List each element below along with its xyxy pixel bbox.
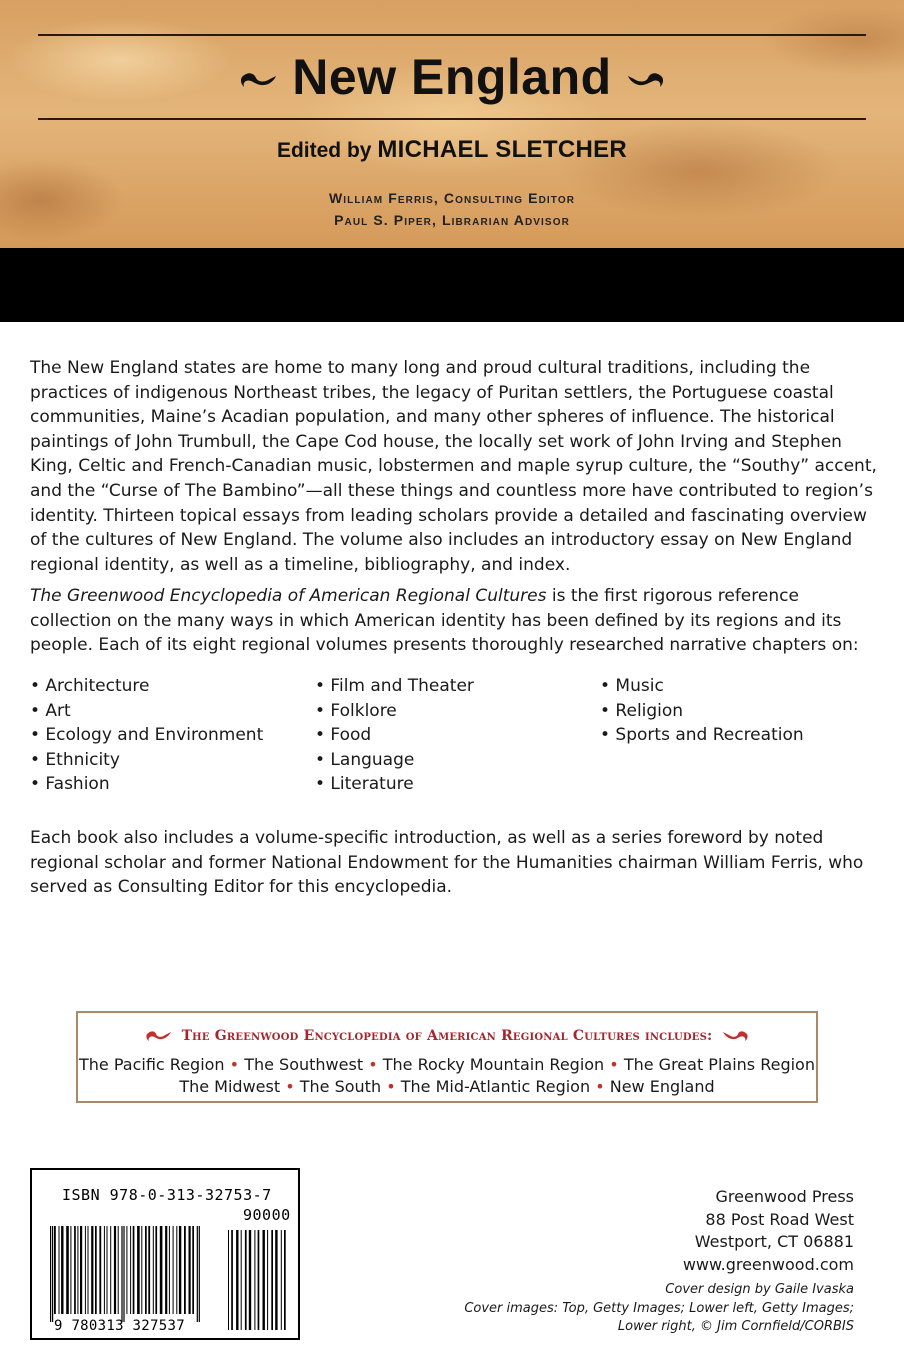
barcode-block [30, 1168, 300, 1340]
publisher-website[interactable]: www.greenwood.com [682, 1254, 854, 1274]
price-bar [241, 1230, 242, 1330]
price-bar [254, 1230, 255, 1330]
barcode-bar [80, 1226, 82, 1314]
barcode-bar [104, 1226, 105, 1314]
list-item: • Food [315, 725, 372, 746]
region-item: The Southwest [244, 1055, 364, 1074]
barcode-bar [169, 1226, 170, 1314]
region-item: The Rocky Mountain Region [382, 1055, 605, 1074]
topic-list [30, 674, 890, 804]
list-item: • Art [30, 700, 71, 721]
barcode-bar [137, 1226, 140, 1314]
right-ornament-icon [624, 69, 664, 93]
barcode-bar [61, 1226, 63, 1314]
region-item: New England [609, 1077, 715, 1096]
price-bar [258, 1230, 260, 1330]
price-bar [263, 1230, 265, 1330]
price-bar [275, 1230, 277, 1330]
publisher-city: Westport, CT 06881 [694, 1232, 854, 1251]
barcode-bar [85, 1226, 86, 1314]
barcode-bar [145, 1226, 147, 1314]
separator-dot: • [386, 1077, 396, 1096]
consulting-editor: William Ferris, Consulting Editor [328, 190, 576, 206]
barcode-bar [74, 1226, 76, 1314]
barcode-bar [88, 1226, 89, 1314]
barcode-guard-bar [121, 1226, 122, 1322]
region-item: The Mid-Atlantic Region [400, 1077, 591, 1096]
barcode-bar [192, 1226, 194, 1314]
price-bar [231, 1230, 233, 1330]
cover-images-credit-1: Cover images: Top, Getty Images; Lower left, Getty Images; [464, 1300, 854, 1316]
price-bar [267, 1230, 268, 1330]
list-item: • Ecology and Environment [30, 725, 264, 746]
list-item: • Sports and Recreation [600, 725, 804, 746]
list-item: • Language [315, 749, 415, 770]
price-bar [236, 1230, 238, 1330]
price-code: 90000 [243, 1206, 291, 1224]
barcode-bar [70, 1226, 71, 1314]
region-item: The Midwest [179, 1077, 281, 1096]
barcode-bar [173, 1226, 174, 1314]
price-bar [245, 1230, 247, 1330]
region-item: The Pacific Region [79, 1055, 225, 1074]
publisher-name: Greenwood Press [715, 1187, 854, 1206]
barcode-icon [32, 1170, 298, 1338]
barcode-bar [160, 1226, 163, 1314]
description-paragraph-2 [30, 584, 878, 658]
title-text: New England [292, 49, 612, 105]
barcode-bar [91, 1226, 93, 1314]
barcode-bar [118, 1226, 119, 1314]
barcode-guard-bar [50, 1226, 51, 1322]
list-item: • Architecture [30, 676, 150, 696]
series-heading [78, 1028, 816, 1044]
left-ornament-icon [240, 69, 280, 93]
editor-line [0, 136, 904, 164]
series-line-1 [78, 1055, 816, 1074]
barcode-bar [130, 1226, 131, 1314]
barcode-bar [189, 1226, 191, 1314]
barcode-bar [153, 1226, 154, 1314]
list-item: • Religion [600, 700, 684, 721]
topic-column-1 [30, 674, 263, 797]
black-band [0, 248, 904, 322]
series-title-italic: The Greenwood Encyclopedia of American Regional Cultures [30, 586, 547, 606]
list-item: • Literature [315, 774, 414, 795]
publisher-street: 88 Post Road West [705, 1209, 854, 1229]
topic-column-3 [600, 674, 804, 748]
paragraph-text: Each book also includes a volume-specific introduction, as well as a series foreword by noted regional scholar and former National Endowment for the Humanities chairman William Ferris, who served as Consulting Editor for this encyclopedia. [30, 828, 864, 898]
right-ornament-icon [722, 1029, 748, 1043]
price-bar [284, 1230, 286, 1330]
barcode-bar [184, 1226, 186, 1314]
region-item: The Great Plains Region [623, 1055, 815, 1074]
paragraph-text: The New England states are home to many long and proud cultural traditions, including the practices of indigenous Northeast tribes, the legacy of Puritan settlers, the Portuguese coastal communities, Maine’s Acadian population, and many other spheres of influence. The historical paintings of John Trumbull, the Cape Cod house, the locally set work of John Irving and Stephen King, Celtic and French-Canadian music, lobstermen and maple syrup culture, the “Southy” accent, and the “Curse of The Bambino”—all these things and countless more have contributed to region’s identity. Thirteen topical essays from leading scholars provide a detailed and fascinating overview of the cultures of New England. The volume also includes an introductory essay on New England regional identity, as well as a timeline, bibliography, and index. [30, 358, 877, 575]
barcode-bar [126, 1226, 127, 1314]
separator-dot: • [609, 1055, 619, 1074]
barcode-bar [165, 1226, 167, 1314]
price-bar [271, 1230, 273, 1330]
editor-name: MICHAEL SLETCHER [377, 136, 628, 163]
cover-credits [464, 1281, 854, 1337]
barcode-bar [95, 1226, 97, 1314]
isbn-label: ISBN 978-0-313-32753-7 [62, 1186, 272, 1204]
librarian-advisor: Paul S. Piper, Librarian Advisor [334, 212, 570, 228]
series-box [76, 1011, 818, 1103]
cover-images-credit-2: Lower right, © Jim Cornfield/CORBIS [617, 1319, 854, 1335]
series-line-2 [78, 1077, 816, 1096]
separator-dot: • [229, 1055, 240, 1074]
barcode-bar [141, 1226, 142, 1314]
list-item: • Ethnicity [30, 749, 120, 770]
barcode-bar [179, 1226, 181, 1314]
barcode-bar [133, 1226, 135, 1314]
series-heading-text: The Greenwood Encyclopedia of American Regional Cultures includes: [181, 1028, 713, 1044]
barcode-guard-bar [197, 1226, 198, 1322]
region-item: The South [299, 1077, 382, 1096]
list-item: • Music [600, 676, 664, 696]
barcode-guard-bar [199, 1226, 200, 1322]
barcode-bar [66, 1226, 69, 1314]
price-bar [281, 1230, 282, 1330]
middle-rule [38, 118, 866, 120]
price-bar [228, 1230, 229, 1330]
cover-design-credit: Cover design by Gaile Ivaska [665, 1282, 854, 1297]
top-rule [38, 34, 866, 36]
price-bar [249, 1230, 251, 1330]
barcode-bar [114, 1226, 116, 1314]
cover-header-band [0, 0, 904, 248]
barcode-bar [176, 1226, 177, 1314]
ean-digits: 9 780313 327537 [54, 1318, 185, 1334]
list-item: • Folklore [315, 700, 397, 721]
edited-by-label: Edited by [276, 139, 372, 162]
barcode-bar [54, 1226, 56, 1314]
description-paragraph-3 [30, 826, 878, 900]
barcode-bar [59, 1226, 60, 1314]
barcode-bar [110, 1226, 111, 1314]
list-item: • Film and Theater [315, 676, 474, 696]
list-item: • Fashion [30, 774, 110, 795]
publisher-address [683, 1186, 854, 1276]
paragraph-text: is the first rigorous reference collection on the many ways in which American identity has been defined by its regions and its people. Each of its eight regional volumes presents thoroughly researched narrative chapters on: [30, 586, 859, 656]
barcode-bar [77, 1226, 78, 1314]
left-ornament-icon [146, 1029, 172, 1043]
topic-column-2 [315, 674, 474, 797]
barcode-guard-bar [52, 1226, 53, 1322]
barcode-guard-bar [123, 1226, 124, 1322]
barcode-bar [99, 1226, 101, 1314]
separator-dot: • [285, 1077, 295, 1096]
barcode-bar [148, 1226, 150, 1314]
description-paragraph-1 [30, 356, 878, 577]
separator-dot: • [595, 1077, 605, 1096]
book-title [0, 46, 904, 108]
barcode-bar [155, 1226, 157, 1314]
barcode-bar [107, 1226, 108, 1314]
separator-dot: • [368, 1055, 378, 1074]
